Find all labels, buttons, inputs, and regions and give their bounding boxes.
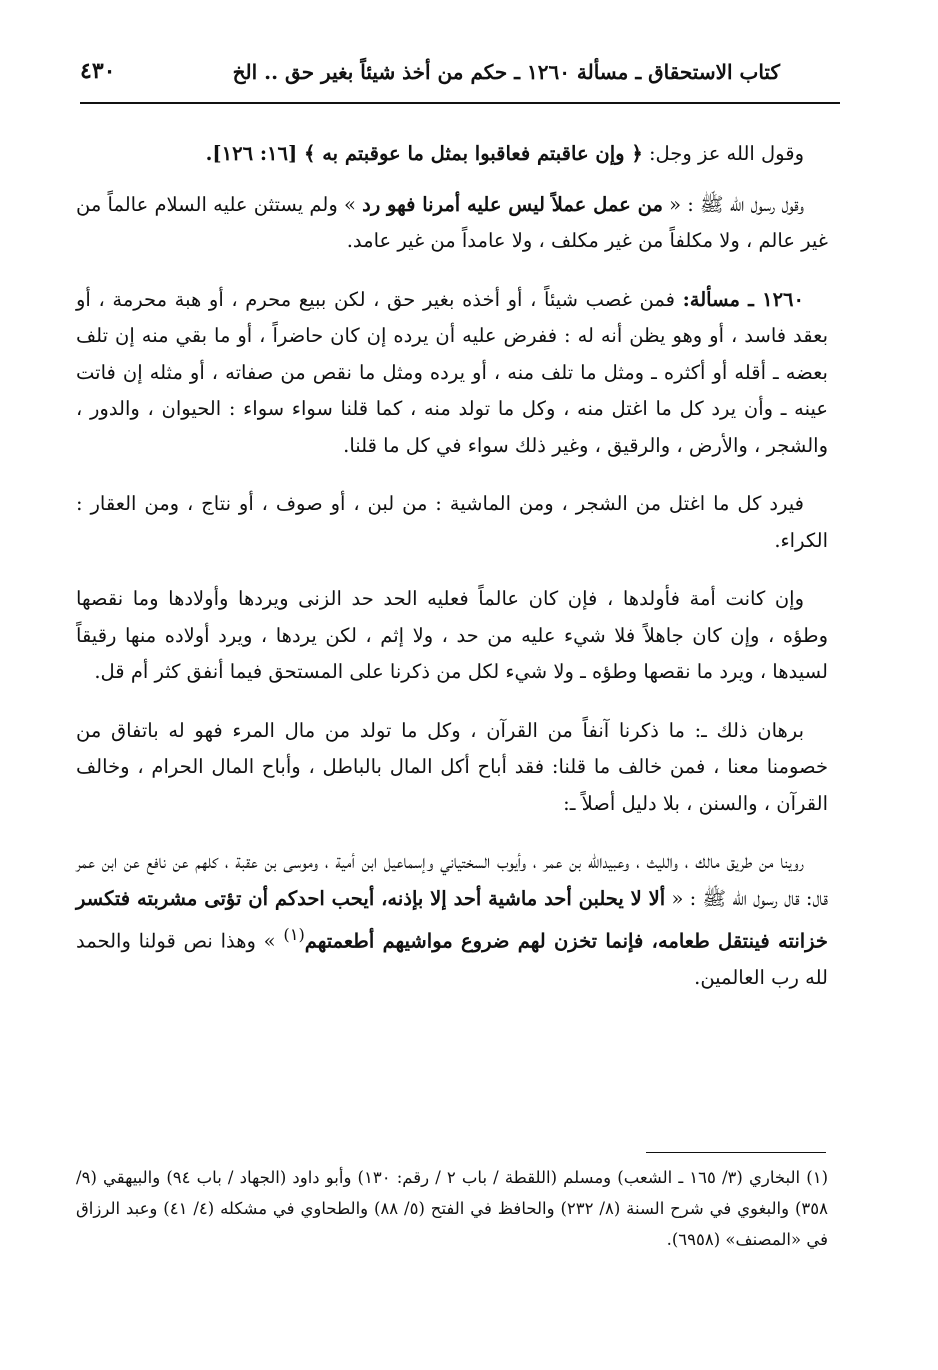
- masala-number: ١٢٦٠ ـ مسألة:: [682, 287, 804, 311]
- footnotes: [76, 1162, 828, 1255]
- main-text: [76, 136, 828, 1011]
- paragraph-hadith-citation: [76, 187, 828, 260]
- masala-text: فمن غصب شيئاً ، أو أخذه بغير حق ، لكن ببيع محرم ، أو هبة محرمة ، أو بعقد فاسد ، أو وهو يظن أنه له : ففرض عليه أن يرده إن كان حاضراً ، أو ما بقي منه إن تلف بعضه ـ أقله أو أكثره ـ ومثل ما تلف منه ، أو يرده ومثل ما نقص من صفاته ، أو مثله إن فاتت عينه ـ وأن يرد كل ما اغتل منه ، وكل ما تولد منه ، كما قلنا سواء سواء : الحيوان ، والدور ، والشجر ، والأرض ، والرقيق ، وغير ذلك سواء في كل ما قلنا.: [76, 287, 828, 457]
- narration-lead: روينا من طريق مالك ، والليث ، وعبيدالله بن عمر ، وأيوب السختياني وإسماعيل ابن أمية ، وموسى بن عقبة ، كلهم عن نافع عن ابن عمر قال: قال رسول الله ﷺ : «: [76, 850, 828, 910]
- paragraph-returns: [76, 486, 828, 559]
- footnote-divider: [646, 1152, 826, 1153]
- paragraph-masala-1260: [76, 282, 828, 465]
- paragraph-text: فيرد كل ما اغتل من الشجر ، ومن الماشية : من لبن ، أو صوف ، أو نتاج ، ومن العقار : الكراء.: [76, 492, 828, 552]
- page-header: [80, 52, 840, 104]
- paragraph-narration: [76, 844, 828, 997]
- citation-lead: وقول الله عز وجل:: [642, 142, 804, 165]
- running-title: كتاب الاستحقاق ـ مسألة ١٢٦٠ ـ حكم من أخذ شيئاً بغير حق .. الخ: [232, 60, 780, 84]
- hadith-quote: من عمل عملاً ليس عليه أمرنا فهو رد: [362, 192, 663, 216]
- citation-lead: وقول رسول الله ﷺ : «: [662, 192, 804, 216]
- narration-tail: » وهذا نص قولنا والحمد لله رب العالمين.: [76, 929, 828, 989]
- verse-reference: [١٦: ١٢٦].: [205, 142, 305, 165]
- footnote-1: (١) البخاري (٣/ ١٦٥ ـ الشعب) ومسلم (اللقطة / باب ٢ / رقم: ١٣٠) وأبو داود (الجهاد / باب ٩٤) والبيهقي (٩/ ٣٥٨) والبغوي في شرح السنة (٨/ ٢٣٢) والحافظ في الفتح (٥/ ٨٨) والطحاوي في مشكله (٤/ ٤١) وعبد الرزاق في «المصنف» (٦٩٥٨).: [76, 1168, 828, 1249]
- page-number: ٤٣٠: [80, 58, 116, 84]
- paragraph-slave-woman: [76, 581, 828, 691]
- paragraph-proof: [76, 713, 828, 823]
- paragraph-quran-citation: [76, 136, 828, 173]
- paragraph-text: وإن كانت أمة فأولدها ، فإن كان عالماً فعليه الحد حد الزنى ويردها وأولادها وما نقصها وطؤه ، وإن كان جاهلاً فلا شيء عليه من حد ، ولا إثم ، لكن يردها ، ويرد أولاده منها رقيقاً لسيدها ، ويرد ما نقصها وطؤه ـ ولا شيء لكل من ذكرنا على المستحق فيما أنفق كثر أم قل.: [76, 587, 828, 683]
- quran-quote: ﴿ وإن عاقبتم فعاقبوا بمثل ما عوقبتم به ﴾: [304, 142, 643, 165]
- citation-tail: » ولم يستثن عليه السلام عالماً من غير عالم ، ولا مكلفاً من غير مكلف ، ولا عامداً من غير عامد.: [76, 192, 828, 252]
- footnote-marker[interactable]: (١): [283, 925, 305, 944]
- hadith-quote: ألا لا يحلبن أحد ماشية أحد إلا بإذنه، أيحب احدكم أن تؤتى مشربته فتكسر خزانته فينتقل طعامه، فإنما تخزن لهم ضروع مواشيهم أطعمتهم: [76, 886, 828, 953]
- paragraph-text: برهان ذلك ـ: ما ذكرنا آنفاً من القرآن ، وكل ما تولد من مال المرء فهو له باتفاق من خصومنا معنا ، فمن خالف ما قلنا: فقد أباح أكل المال بالباطل ، وأباح المال الحرام ، وخالف القرآن ، والسنن ، بلا دليل أصلاً ـ:: [76, 718, 828, 815]
